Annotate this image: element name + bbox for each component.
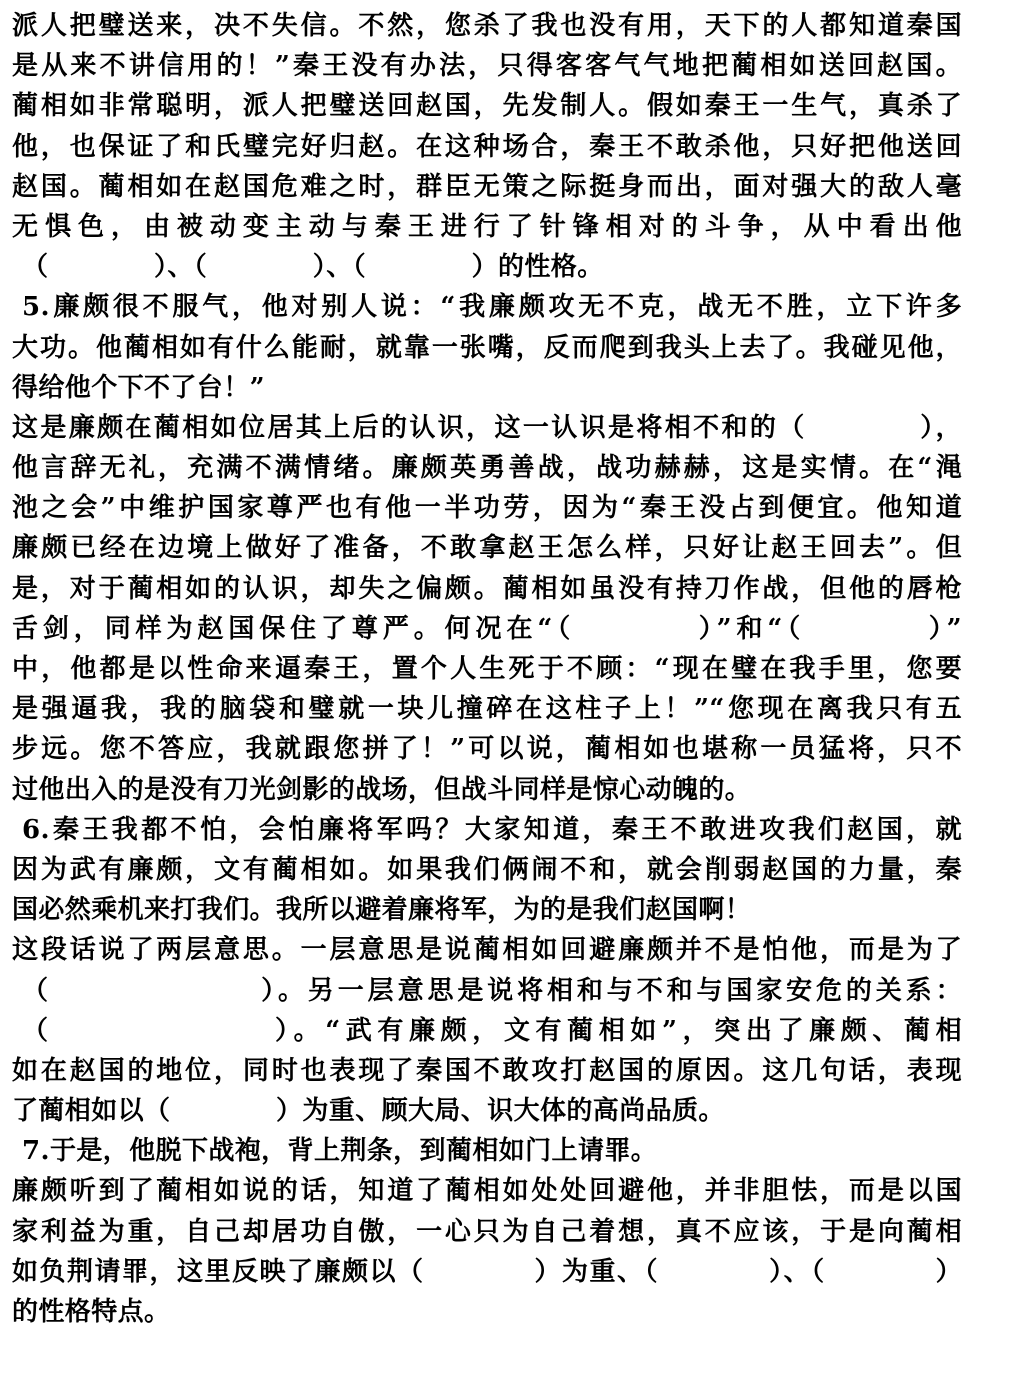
text-line-11: 这是廉颇在蔺相如位居其上后的认识，这一认识是将相不和的（ ）， (12, 412, 962, 443)
text-line-14: 廉颇已经在边境上做好了准备，不敢拿赵王怎么样，只好让赵王回去”。但 (12, 533, 962, 564)
text-line-16: 舌剑，同样为赵国保住了尊严。何况在“（ ）”和“（ ）” (12, 613, 962, 644)
text-line-27: 如在赵国的地位，同时也表现了秦国不敢攻打赵国的原因。这几句话，表现 (12, 1055, 962, 1086)
text-line-2: 是从来不讲信用的！”秦王没有办法，只得客客气气地把蔺相如送回赵国。 (12, 51, 962, 82)
text-line-7: （ ）、（ ）、（ ）的性格。 (22, 252, 604, 283)
text-line-22: 因为武有廉颇，文有蔺相如。如果我们俩闹不和，就会削弱赵国的力量，秦 (12, 854, 962, 885)
text-line-1: 派人把璧送来，决不失信。不然，您杀了我也没有用，天下的人都知道秦国 (12, 11, 962, 41)
text-line-17: 中，他都是以性命来逼秦王，置个人生死于不顾：“现在璧在我手里，您要 (12, 654, 962, 684)
text-line-13: 池之会”中维护国家尊严也有他一半功劳，因为“秦王没占到便宜。他知道 (12, 493, 962, 524)
text-line-28: 了蔺相如以（ ）为重、顾大局、识大体的高尚品质。 (12, 1096, 725, 1127)
document-page (12, 6, 962, 1332)
text-line-32: 如负荆请罪，这里反映了廉颇以（ ）为重、（ ）、（ ） (12, 1256, 962, 1287)
text-line-30: 廉颇听到了蔺相如说的话，知道了蔺相如处处回避他，并非胆怯，而是以国 (12, 1176, 962, 1207)
text-line-9: 大功。他蔺相如有什么能耐，就靠一张嘴，反而爬到我头上去了。我碰见他， (12, 332, 962, 363)
text-line-5: 赵国。蔺相如在赵国危难之时，群臣无策之际挺身而出，面对强大的敌人毫 (12, 171, 962, 202)
question-7-heading: 7.于是，他脱下战袍，背上荆条，到蔺相如门上请罪。 (22, 1136, 658, 1167)
text-line-23: 国必然乘机来打我们。我所以避着廉将军，为的是我们赵国啊！ (12, 895, 752, 926)
text-line-31: 家利益为重，自己却居功自傲，一心只为自己着想，真不应该，于是向蔺相 (12, 1216, 962, 1247)
question-6-heading: 6.秦王我都不怕，会怕廉将军吗？大家知道，秦王不敢进攻我们赵国，就 (22, 814, 962, 845)
text-line-24: 这段话说了两层意思。一层意思是说蔺相如回避廉颇并不是怕他，而是为了 (12, 935, 962, 966)
text-line-20: 过他出入的是没有刀光剑影的战场，但战斗同样是惊心动魄的。 (12, 774, 752, 805)
text-line-12: 他言辞无礼，充满不满情绪。廉颇英勇善战，战功赫赫，这是实情。在“渑 (12, 453, 962, 484)
text-line-15: 是，对于蔺相如的认识，却失之偏颇。蔺相如虽没有持刀作战，但他的唇枪 (12, 573, 962, 604)
text-line-25: （ ）。另一层意思是说将相和与不和与国家安危的关系： (22, 975, 962, 1006)
text-line-6: 无惧色，由被动变主动与秦王进行了针锋相对的斗争，从中看出他 (12, 211, 962, 242)
text-line-4: 他，也保证了和氏璧完好归赵。在这种场合，秦王不敢杀他，只好把他送回 (12, 131, 962, 162)
text-line-26: （ ）。“武有廉颇，文有蔺相如”，突出了廉颇、蔺相 (22, 1015, 962, 1046)
text-line-19: 步远。您不答应，我就跟您拼了！”可以说，蔺相如也堪称一员猛将，只不 (12, 734, 962, 765)
text-line-18: 是强逼我，我的脑袋和璧就一块儿撞碎在这柱子上！”“您现在离我只有五 (12, 694, 962, 725)
text-line-10: 得给他个下不了台！” (12, 372, 265, 403)
text-line-33: 的性格特点。 (12, 1297, 171, 1327)
text-line-3: 蔺相如非常聪明，派人把璧送回赵国，先发制人。假如秦王一生气，真杀了 (12, 91, 962, 122)
question-5-heading: 5.廉颇很不服气，他对别人说：“我廉颇攻无不克，战无不胜，立下许多 (22, 292, 962, 323)
